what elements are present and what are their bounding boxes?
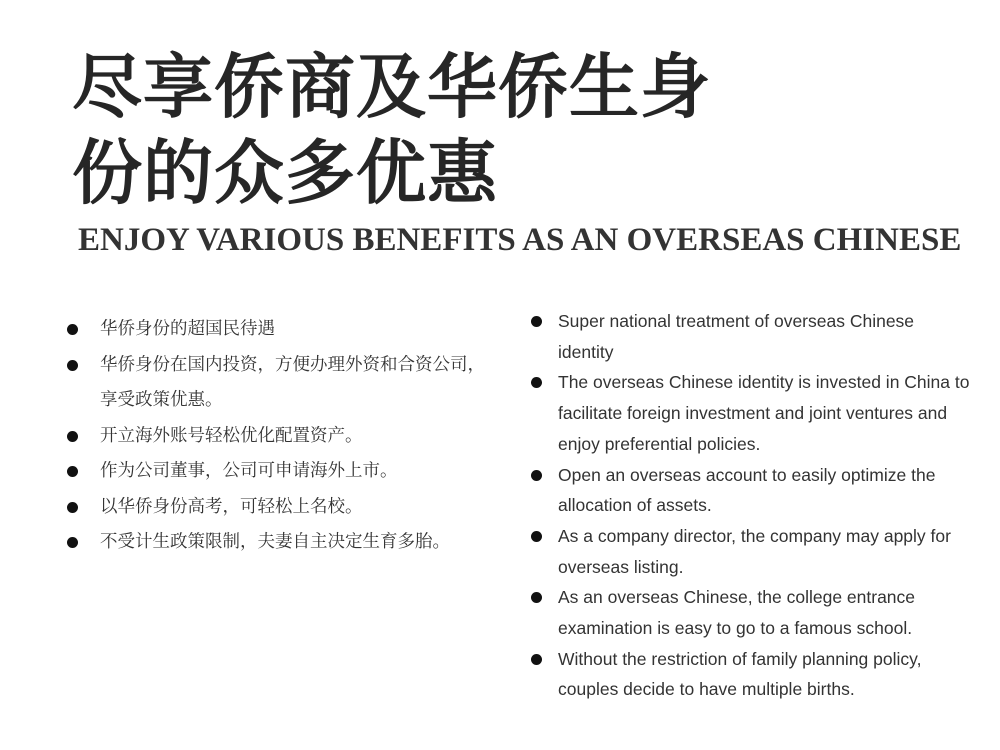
list-item-text: 华侨身份在国内投资，方便办理外资和合资公司，享受政策优惠。 xyxy=(100,354,485,410)
list-item-text: The overseas Chinese identity is invested in China to facilitate foreign investment and joint ventures and enjoy preferential policies. xyxy=(558,372,970,454)
title-line-1: 尽享侨商及华侨生身 xyxy=(72,46,711,128)
list-item xyxy=(530,460,970,521)
page-title-chinese xyxy=(72,44,772,216)
list-item xyxy=(66,525,496,561)
bullet-icon xyxy=(67,324,78,335)
list-item xyxy=(530,644,970,705)
list-item-text: As an overseas Chinese, the college entrance examination is easy to go to a famous school. xyxy=(558,587,916,639)
bullet-icon xyxy=(531,531,542,542)
bullet-icon xyxy=(531,377,542,388)
bullet-icon xyxy=(67,502,78,513)
bullet-icon xyxy=(531,470,542,481)
list-item-text: 不受计生政策限制，夫妻自主决定生育多胎。 xyxy=(100,532,450,552)
list-item-text: As a company director, the company may apply for overseas listing. xyxy=(558,525,951,577)
benefits-list-english xyxy=(530,306,970,705)
list-item xyxy=(530,306,970,367)
bullet-icon xyxy=(531,592,542,603)
benefits-list-chinese xyxy=(66,312,496,561)
list-item xyxy=(66,454,496,490)
list-item xyxy=(530,521,970,582)
bullet-icon xyxy=(67,466,78,477)
list-item xyxy=(530,582,970,643)
bullet-icon xyxy=(67,537,78,548)
list-item-text: 作为公司董事，公司可申请海外上市。 xyxy=(100,461,398,481)
list-item-text: 开立海外账号轻松优化配置资产。 xyxy=(100,425,363,446)
list-item xyxy=(66,419,496,455)
page-title-english: ENJOY VARIOUS BENEFITS AS AN OVERSEAS CHINESE xyxy=(78,222,962,258)
list-item xyxy=(66,348,496,419)
title-line-2: 份的众多优惠 xyxy=(72,132,498,214)
bullet-icon xyxy=(531,316,542,327)
bullet-icon xyxy=(67,360,78,371)
list-item-text: 以华侨身份高考，可轻松上名校。 xyxy=(100,496,363,517)
list-item-text: 华侨身份的超国民待遇 xyxy=(100,319,275,339)
list-item-text: Without the restriction of family planning policy, couples decide to have multiple births. xyxy=(558,648,922,700)
list-item xyxy=(66,312,496,348)
list-item-text: Open an overseas account to easily optimize the allocation of assets. xyxy=(558,464,936,516)
bullet-icon xyxy=(531,654,542,665)
list-item xyxy=(66,490,496,526)
list-item-text: Super national treatment of overseas Chinese identity xyxy=(558,311,915,362)
bullet-icon xyxy=(67,431,78,442)
list-item xyxy=(530,367,970,459)
